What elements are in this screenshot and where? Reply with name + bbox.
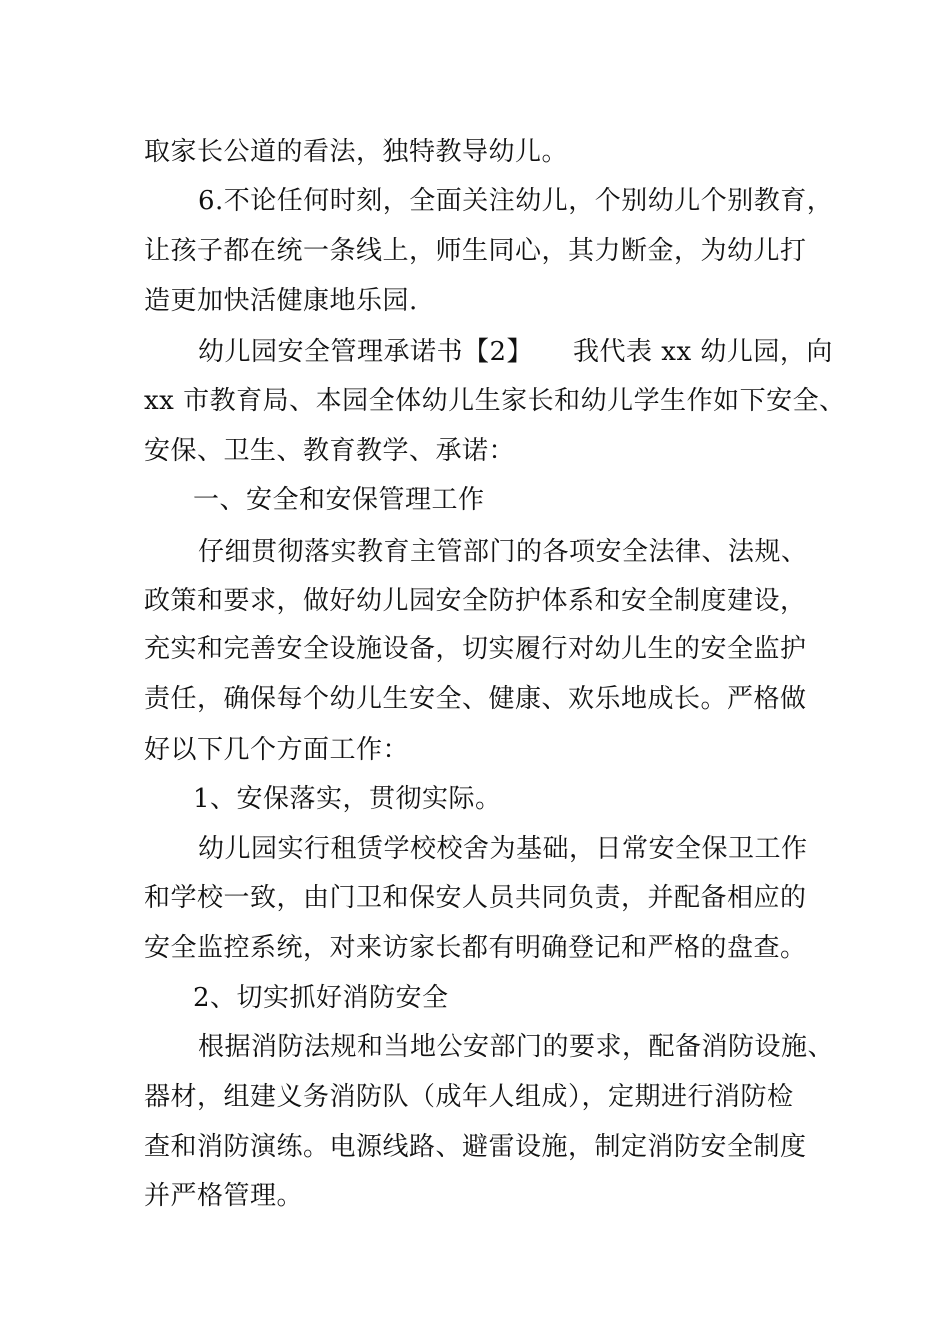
text-line: 幼儿园安全管理承诺书【2】 我代表 xx 幼儿园，向: [198, 337, 833, 367]
text-line: 并严格管理。: [144, 1181, 304, 1211]
text-line: 6.不论任何时刻，全面关注幼儿，个别幼儿个别教育，: [198, 186, 834, 216]
text-line: 让孩子都在统一条线上，师生同心，其力断金，为幼儿打: [144, 236, 807, 266]
section-heading: 一、安全和安保管理工作: [193, 485, 485, 515]
text-line: 政策和要求，做好幼儿园安全防护体系和安全制度建设，: [144, 586, 807, 616]
text-line: 查和消防演练。电源线路、避雷设施，制定消防安全制度: [144, 1132, 807, 1162]
text-line: 造更加快活健康地乐园.: [144, 286, 418, 316]
text-line: 安全监控系统，对来访家长都有明确登记和严格的盘查。: [144, 933, 807, 963]
text-line: 幼儿园实行租赁学校校舍为基础，日常安全保卫工作: [198, 834, 808, 864]
text-line: 安保、卫生、教育教学、承诺：: [144, 436, 516, 466]
subsection-heading: 2、切实抓好消防安全: [193, 983, 449, 1013]
text-line: 取家长公道的看法，独特教导幼儿。: [144, 137, 569, 167]
text-line: 责任，确保每个幼儿生安全、健康、欢乐地成长。严格做: [144, 684, 807, 714]
text-line: xx 市教育局、本园全体幼儿生家长和幼儿学生作如下安全、: [144, 386, 846, 416]
subsection-heading: 1、安保落实，贯彻实际。: [193, 784, 502, 814]
text-line: 和学校一致，由门卫和保安人员共同负责，并配备相应的: [144, 883, 807, 913]
text-line: 器材，组建义务消防队（成年人组成），定期进行消防检: [144, 1082, 794, 1112]
text-line: 好以下几个方面工作：: [144, 735, 410, 765]
text-line: 充实和完善安全设施设备，切实履行对幼儿生的安全监护: [144, 634, 807, 664]
text-line: 根据消防法规和当地公安部门的要求，配备消防设施、: [198, 1032, 835, 1062]
text-line: 仔细贯彻落实教育主管部门的各项安全法律、法规、: [198, 537, 808, 567]
